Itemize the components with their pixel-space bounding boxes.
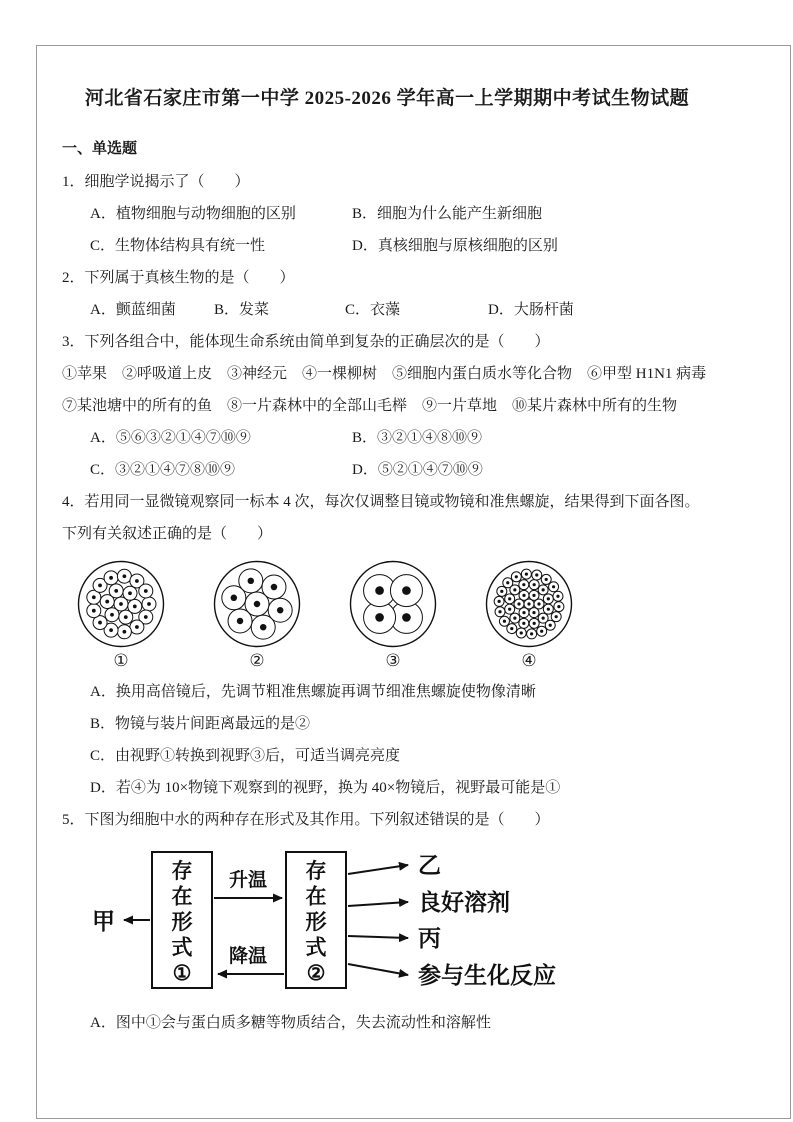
question-text: 下列属于真核生物的是（ ） <box>84 270 295 286</box>
question-text: 细胞学说揭示了（ ） <box>84 174 250 190</box>
option-label: C． <box>90 462 116 478</box>
option-label: C． <box>345 302 371 318</box>
output-label-solvent: 良好溶剂 <box>418 890 510 915</box>
options-row <box>62 1007 712 1039</box>
question-stem <box>62 166 712 198</box>
option-d <box>352 230 712 262</box>
option-text: 由视野①转换到视野③后，可适当调亮亮度 <box>115 748 401 764</box>
option-label: D． <box>90 780 116 796</box>
figure-label: ① <box>113 651 129 670</box>
question-stem <box>62 486 712 550</box>
question-number: 4． <box>62 494 85 510</box>
option-b <box>352 198 712 230</box>
option-c <box>345 294 488 326</box>
option-d <box>90 772 712 804</box>
section-heading: 一、单选题 <box>62 141 138 157</box>
arrow-output-2 <box>348 902 408 906</box>
option-d <box>488 294 712 326</box>
options-row <box>62 198 712 262</box>
option-a <box>90 422 352 454</box>
label-jia: 甲 <box>92 909 115 934</box>
option-text: ⑤②①④⑦⑩⑨ <box>377 462 483 478</box>
option-c <box>90 230 352 262</box>
question-text: 若用同一显微镜观察同一标本 4 次，每次仅调整目镜或物镜和准焦螺旋，结果得到下面各图。下列有关叙述正确的是（ ） <box>62 494 700 542</box>
option-a <box>90 1007 712 1039</box>
box-form-1-label: 存在形式 ① <box>171 859 193 985</box>
option-label: D． <box>352 238 378 254</box>
box-form-2-label: 存在形式 ② <box>305 859 327 985</box>
microscope-view-figure-1 <box>76 560 166 674</box>
question-number: 5． <box>62 812 85 828</box>
options-row <box>62 294 712 326</box>
options-row <box>62 422 712 486</box>
option-label: B． <box>352 430 378 446</box>
output-label-yi: 乙 <box>418 853 441 878</box>
question-4 <box>62 486 712 804</box>
option-label: A． <box>90 302 116 318</box>
option-text: ③②①④⑧⑩⑨ <box>377 430 483 446</box>
option-text: 颤蓝细菌 <box>115 302 176 318</box>
microscope-view-figure-4 <box>484 560 574 674</box>
option-a <box>90 294 214 326</box>
option-label: C． <box>90 748 116 764</box>
microscope-field-drawing <box>485 560 573 648</box>
option-a <box>90 676 712 708</box>
microscope-field-drawing <box>213 560 301 648</box>
question-stem <box>62 262 712 294</box>
option-label: B． <box>90 716 116 732</box>
question-stem <box>62 804 712 836</box>
option-label: A． <box>90 430 116 446</box>
option-a <box>90 198 352 230</box>
question-1 <box>62 166 712 262</box>
option-label: D． <box>352 462 378 478</box>
cool-down-label: 降温 <box>228 946 268 967</box>
output-label-bing: 丙 <box>418 926 441 951</box>
option-b <box>352 422 712 454</box>
option-label: B． <box>214 302 240 318</box>
microscope-field-drawing <box>349 560 437 648</box>
exam-content <box>62 84 722 1039</box>
option-text: 真核细胞与原核细胞的区别 <box>377 238 558 254</box>
option-text: 若④为 10×物镜下观察到的视野，换为 40×物镜后，视野最可能是① <box>115 780 561 796</box>
option-label: A． <box>90 684 116 700</box>
option-label: B． <box>352 206 378 222</box>
question-number: 2． <box>62 270 85 286</box>
option-b <box>214 294 345 326</box>
option-text: 图中①会与蛋白质多糖等物质结合，失去流动性和溶解性 <box>115 1015 491 1031</box>
question-5 <box>62 804 712 1039</box>
options-row <box>62 676 712 804</box>
microscope-figures-row <box>62 560 712 674</box>
option-label: D． <box>488 302 514 318</box>
option-b <box>90 708 712 740</box>
option-d <box>352 454 712 486</box>
option-text: 衣藻 <box>370 302 401 318</box>
question-number: 1． <box>62 174 85 190</box>
figure-label: ② <box>249 651 265 670</box>
option-c <box>90 740 712 772</box>
question-3 <box>62 326 722 486</box>
microscope-view-figure-2 <box>212 560 302 674</box>
question-2 <box>62 262 712 326</box>
numbered-items: ①苹果 ②呼吸道上皮 ③神经元 ④一棵柳树 ⑤细胞内蛋白质水等化合物 ⑥甲型 H1N1 病毒 ⑦某池塘中的所有的鱼 ⑧一片森林中的全部山毛榉 ⑨一片草地 ⑩某片森林中所有的生物 <box>62 366 722 414</box>
page-title: 河北省石家庄市第一中学 2025-2026 学年高一上学期期中考试生物试题 <box>84 88 690 109</box>
figure-label: ④ <box>521 651 537 670</box>
option-label: A． <box>90 1015 116 1031</box>
water-forms-diagram <box>76 844 651 996</box>
option-text: 细胞为什么能产生新细胞 <box>377 206 543 222</box>
arrow-output-4 <box>348 964 408 975</box>
question-text: 下图为细胞中水的两种存在形式及其作用。下列叙述错误的是（ ） <box>84 812 550 828</box>
option-text: 物镜与装片间距离最远的是② <box>115 716 311 732</box>
option-label: C． <box>90 238 116 254</box>
question-stem <box>62 326 712 358</box>
output-label-biochem: 参与生化反应 <box>418 963 556 988</box>
arrow-output-3 <box>348 936 408 938</box>
option-text: 生物体结构具有统一性 <box>115 238 266 254</box>
option-text: 换用高倍镜后，先调节粗准焦螺旋再调节细准焦螺旋使物像清晰 <box>115 684 536 700</box>
heat-up-label: 升温 <box>228 870 268 891</box>
option-c <box>90 454 352 486</box>
microscope-field-drawing <box>77 560 165 648</box>
question-number: 3． <box>62 334 85 350</box>
option-text: ⑤⑥③②①④⑦⑩⑨ <box>115 430 251 446</box>
option-text: ③②①④⑦⑧⑩⑨ <box>115 462 236 478</box>
option-text: 植物细胞与动物细胞的区别 <box>115 206 296 222</box>
option-text: 大肠杆菌 <box>513 302 574 318</box>
arrow-output-1 <box>348 865 408 874</box>
question-text: 下列各组合中，能体现生命系统由简单到复杂的正确层次的是（ ） <box>84 334 550 350</box>
option-label: A． <box>90 206 116 222</box>
microscope-view-figure-3 <box>348 560 438 674</box>
water-forms-diagram-wrap <box>76 844 712 1001</box>
figure-label: ③ <box>385 651 401 670</box>
option-text: 发菜 <box>239 302 270 318</box>
